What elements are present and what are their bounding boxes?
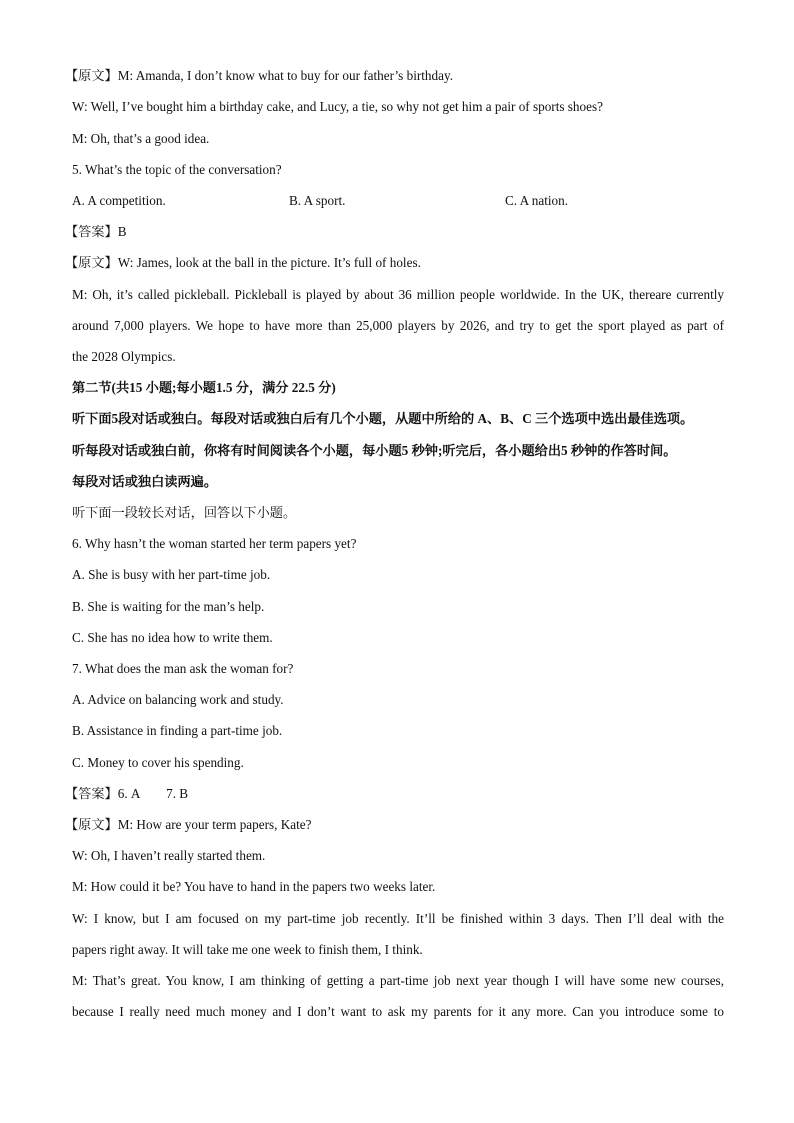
option-line: A. She is busy with her part-time job. xyxy=(72,567,271,582)
transcript-line: the 2028 Olympics. xyxy=(72,349,176,364)
option-a: A. A competition. xyxy=(72,193,166,208)
section-heading: 第二节(共15 小题;每小题1.5 分，满分 22.5 分) xyxy=(72,380,336,395)
transcript-line: around 7,000 players. We hope to have more than 25,000 players by 2026, and try to get the sport played as part of xyxy=(72,318,724,333)
options-row xyxy=(72,192,724,210)
transcript-line: because I really need much money and I don’t want to ask my parents for it any more. Can you introduce some to xyxy=(72,1004,724,1019)
instruction-line: 听下面5段对话或独白。每段对话或独白后有几个小题，从题中所给的 A、B、C 三个选项中选出最佳选项。 xyxy=(72,411,694,426)
transcript-line: M: Oh, that’s a good idea. xyxy=(72,131,210,146)
transcript-line: W: I know, but I am focused on my part-time job recently. It’ll be finished within 3 days. Then I’ll deal with the xyxy=(72,911,724,926)
option-line: B. She is waiting for the man’s help. xyxy=(72,599,265,614)
transcript-line: papers right away. It will take me one week to finish them, I think. xyxy=(72,942,423,957)
transcript-line: W: Well, I’ve bought him a birthday cake, and Lucy, a tie, so why not get him a pair of sports shoes? xyxy=(72,99,603,114)
instruction-line: 每段对话或独白读两遍。 xyxy=(72,474,218,489)
option-c: C. A nation. xyxy=(505,193,569,208)
transcript-line: M: Oh, it’s called pickleball. Pickleball is played by about 36 million people worldwide. In the UK, thereare currently xyxy=(72,287,724,302)
instruction-line: 听下面一段较长对话，回答以下小题。 xyxy=(72,505,297,520)
transcript-line: 【原文】W: James, look at the ball in the picture. It’s full of holes. xyxy=(65,255,421,270)
option-line: B. Assistance in finding a part-time job. xyxy=(72,723,283,738)
option-line: C. She has no idea how to write them. xyxy=(72,630,273,645)
option-line: A. Advice on balancing work and study. xyxy=(72,692,284,707)
transcript-line: M: That’s great. You know, I am thinking of getting a part-time job next year though I will have some new courses, xyxy=(72,973,724,988)
transcript-line: 【原文】M: How are your term papers, Kate? xyxy=(65,817,312,832)
answer-line: 【答案】6. A 7. B xyxy=(65,786,189,801)
question-stem: 6. Why hasn’t the woman started her term papers yet? xyxy=(72,536,357,551)
question-stem: 7. What does the man ask the woman for? xyxy=(72,661,294,676)
answer-line: 【答案】B xyxy=(65,224,127,239)
question-stem: 5. What’s the topic of the conversation? xyxy=(72,162,282,177)
transcript-line: W: Oh, I haven’t really started them. xyxy=(72,848,266,863)
transcript-line: M: How could it be? You have to hand in the papers two weeks later. xyxy=(72,879,436,894)
option-b: B. A sport. xyxy=(289,193,346,208)
transcript-line: 【原文】M: Amanda, I don’t know what to buy for our father’s birthday. xyxy=(65,68,453,83)
option-line: C. Money to cover his spending. xyxy=(72,755,244,770)
instruction-line: 听每段对话或独白前，你将有时间阅读各个小题，每小题5 秒钟;听完后，各小题给出5 秒钟的作答时间。 xyxy=(72,443,677,458)
